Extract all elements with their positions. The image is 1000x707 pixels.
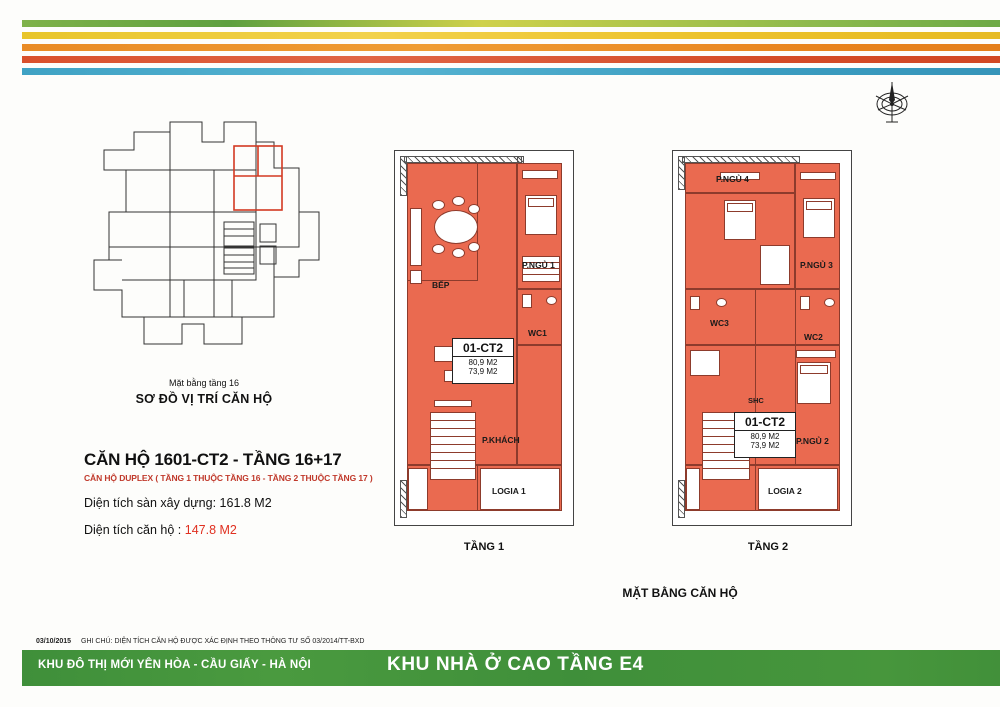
label-pngu2: P.NGỦ 2 [796, 436, 829, 446]
floor2-entry-box [686, 468, 700, 510]
stair-step [431, 460, 475, 461]
stair-step [431, 436, 475, 437]
floor2-wall-bottomleft [678, 480, 685, 518]
floor1-entry-box [408, 468, 428, 510]
wardrobe-3 [800, 172, 836, 180]
label-shc: SHC [748, 396, 764, 405]
kitchen-appliance [410, 270, 422, 284]
floor2-partition-h1 [685, 193, 795, 194]
key-plan-caption [74, 378, 334, 406]
label-logia2: LOGIA 2 [768, 486, 802, 496]
bar-green [22, 20, 1000, 27]
floor2-partition-v3 [755, 465, 756, 511]
internal-stair-floor1 [430, 412, 476, 480]
tv-unit [434, 400, 472, 407]
dining-chair-2 [452, 196, 465, 206]
label-wc3: WC3 [710, 318, 729, 328]
bed-4-pillow [727, 203, 753, 212]
apartment-title: CĂN HỘ 1601-CT2 - TẦNG 16+17 [84, 450, 342, 469]
floor1-plan [394, 150, 574, 526]
floor1-partition-h3 [517, 345, 562, 346]
drawing-note-text: GHI CHÚ: DIỆN TÍCH CĂN HỘ ĐƯỢC XÁC ĐỊNH THEO THÔNG TƯ SỐ 03/2014/TT-BXD [81, 638, 365, 645]
dining-chair-3 [468, 204, 480, 214]
footer-right-text: KHU NHÀ Ở CAO TẦNG E4 [387, 654, 644, 675]
stair-step [431, 420, 475, 421]
bar-cyan [22, 68, 1000, 75]
bar-red [22, 56, 1000, 63]
wardrobe-2 [796, 350, 836, 358]
stair-step [703, 460, 749, 461]
floor1-code-tag [452, 338, 514, 384]
label-pkhach: P.KHÁCH [482, 435, 520, 445]
dining-chair-1 [432, 200, 445, 210]
wc2-basin [824, 298, 835, 307]
stair-step [431, 444, 475, 445]
floor2-wall-top [682, 156, 800, 163]
area-apartment-label: Diện tích căn hộ : [84, 523, 182, 537]
key-plan-caption-line1: Mặt bằng tầng 16 [168, 378, 240, 388]
drawing-note [36, 638, 365, 645]
footer-left-text: KHU ĐÔ THỊ MỚI YÊN HÒA - CẦU GIẤY - HÀ NỘI [38, 659, 311, 671]
wc2-fixture [800, 296, 810, 310]
dining-chair-6 [468, 242, 480, 252]
wc3-fixture [690, 296, 700, 310]
stair-step [431, 428, 475, 429]
area-apartment-value: 147.8 M2 [184, 523, 237, 537]
floor2-partition-h2 [685, 289, 840, 290]
floor1-wall-bottomleft [400, 480, 407, 518]
floor2-area1: 80,9 M2 [750, 432, 780, 441]
floor1-partition-h2 [517, 289, 562, 290]
area-build-label: Diện tích sàn xây dựng: [84, 496, 217, 510]
wc1-fixture [522, 294, 532, 308]
compass-rose-icon [866, 78, 918, 126]
floor2-area2: 73,9 M2 [750, 441, 780, 450]
floor1-living-right [517, 345, 562, 465]
stair-step [522, 274, 560, 275]
stair-step [431, 452, 475, 453]
key-plan-caption-line2: SƠ ĐỒ VỊ TRÍ CĂN HỘ [135, 392, 273, 406]
stair-step [703, 468, 749, 469]
apartment-info-block [84, 450, 394, 537]
label-wc1: WC1 [528, 328, 547, 338]
label-bep: BẾP [432, 280, 450, 290]
wc1-basin [546, 296, 557, 305]
label-pngu4: P.NGỦ 4 [716, 174, 749, 184]
kitchen-counter [410, 208, 422, 266]
dining-table [434, 210, 478, 244]
stair-step [431, 468, 475, 469]
label-pngu3: P.NGỦ 3 [800, 260, 833, 270]
bar-orange [22, 44, 1000, 51]
shc-box [690, 350, 720, 376]
bed-3-pillow [806, 201, 832, 210]
floor1-area1: 80,9 M2 [468, 358, 498, 367]
key-plan-floor16 [74, 112, 334, 372]
area-apartment-row [84, 523, 394, 537]
dining-chair-4 [432, 244, 445, 254]
floor1-wall-top [404, 156, 522, 163]
footer-bar [22, 650, 1000, 686]
label-pngu1: P.NGỦ 1 [522, 260, 555, 270]
wardrobe-1 [522, 170, 558, 179]
label-logia1: LOGIA 1 [492, 486, 526, 496]
dining-chair-5 [452, 248, 465, 258]
plans-main-caption: MẶT BẰNG CĂN HỘ [622, 586, 738, 600]
drawing-date: 03/10/2015 [36, 638, 72, 645]
floor2-wall-left [678, 156, 685, 190]
wc3-basin [716, 298, 727, 307]
floor1-wall-left [400, 156, 407, 196]
corridor-panel [760, 245, 790, 285]
area-build-value: 161.8 M2 [219, 496, 272, 510]
floor2-partition-h3 [685, 345, 840, 346]
floor1-area2: 73,9 M2 [468, 367, 498, 376]
floor1-partition-v2 [517, 163, 518, 465]
floor2-code-tag [734, 412, 796, 458]
floor1-code: 01-CT2 [453, 339, 513, 357]
label-wc2: WC2 [804, 332, 823, 342]
bed-1-pillow [528, 198, 554, 207]
header-color-bars [22, 20, 1000, 76]
area-build-row [84, 496, 394, 510]
floor1-caption: TẦNG 1 [463, 541, 505, 553]
floor2-plan [672, 150, 852, 526]
floor2-code: 01-CT2 [735, 413, 795, 431]
floor2-caption: TẦNG 2 [747, 541, 789, 553]
bar-yellow [22, 32, 1000, 39]
bed-2-pillow [800, 365, 828, 374]
floor1-partition-v3 [477, 465, 478, 511]
apartment-subtitle: CĂN HỘ DUPLEX ( TẦNG 1 THUỘC TẦNG 16 - TẦNG 2 THUỘC TẦNG 17 ) [84, 473, 373, 483]
